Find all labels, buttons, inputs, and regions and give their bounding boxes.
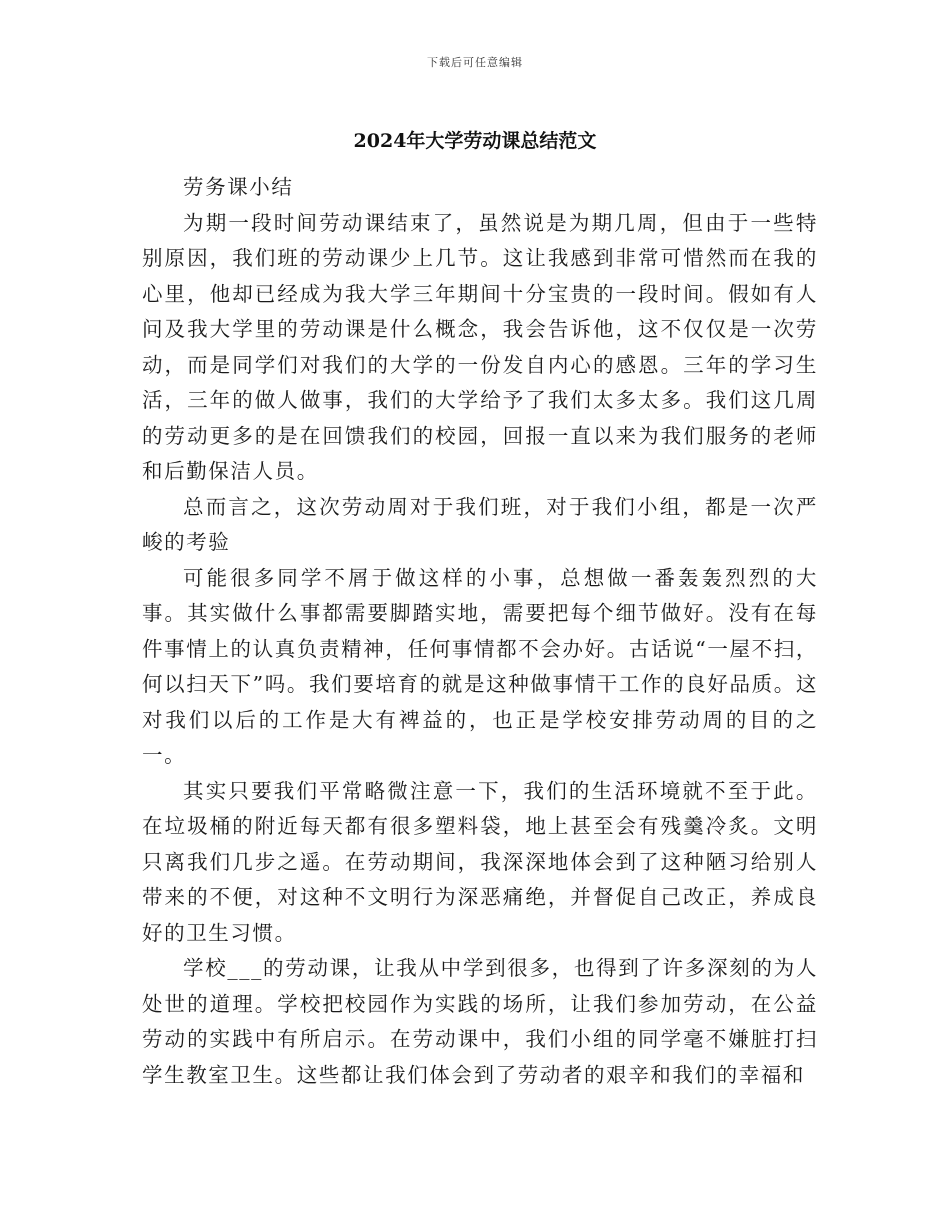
header-note: 下载后可任意编辑 — [427, 56, 523, 69]
paragraph: 总而言之，这次劳动周对于我们班，对于我们小组，都是一次严峻的考验 — [142, 494, 818, 554]
paragraph: 其实只要我们平常略微注意一下，我们的生活环境就不至于此。在垃圾桶的附近每天都有很多塑料袋，地上甚至会有残羹冷炙。文明只离我们几步之遥。在劳动期间，我深深地体会到了这种陋习给别人带来的不便，对这种不文明行为深恶痛绝，并督促自己改正，养成良好的卫生习惯。 — [142, 778, 818, 945]
paragraph-subheading: 劳务课小结 — [183, 175, 294, 199]
document-title: 2024年大学劳动课总结范文 — [353, 130, 597, 152]
document-body — [142, 170, 818, 1093]
paragraph: 学校___的劳动课，让我从中学到很多，也得到了许多深刻的为人处世的道理。学校把校园作为实践的场所，让我们参加劳动，在公益劳动的实践中有所启示。在劳动课中，我们小组的同学毫不嫌脏打扫学生教室卫生。这些都让我们体会到了劳动者的艰辛和我们的幸福和 — [142, 956, 818, 1087]
paragraph: 可能很多同学不屑于做这样的小事，总想做一番轰轰烈烈的大事。其实做什么事都需要脚踏实地，需要把每个细节做好。没有在每件事情上的认真负责精神，任何事情都不会办好。古话说“一屋不扫，何以扫天下”吗。我们要培育的就是这种做事情干工作的良好品质。这对我们以后的工作是大有裨益的，也正是学校安排劳动周的目的之一。 — [142, 565, 818, 767]
paragraph: 为期一段时间劳动课结束了，虽然说是为期几周，但由于一些特别原因，我们班的劳动课少上几节。这让我感到非常可惜然而在我的心里，他却已经成为我大学三年期间十分宝贵的一段时间。假如有人问及我大学里的劳动课是什么概念，我会告诉他，这不仅仅是一次劳动，而是同学们对我们的大学的一份发自内心的感恩。三年的学习生活，三年的做人做事，我们的大学给予了我们太多太多。我们这几周的劳动更多的是在回馈我们的校园，回报一直以来为我们服务的老师和后勤保洁人员。 — [142, 210, 818, 483]
